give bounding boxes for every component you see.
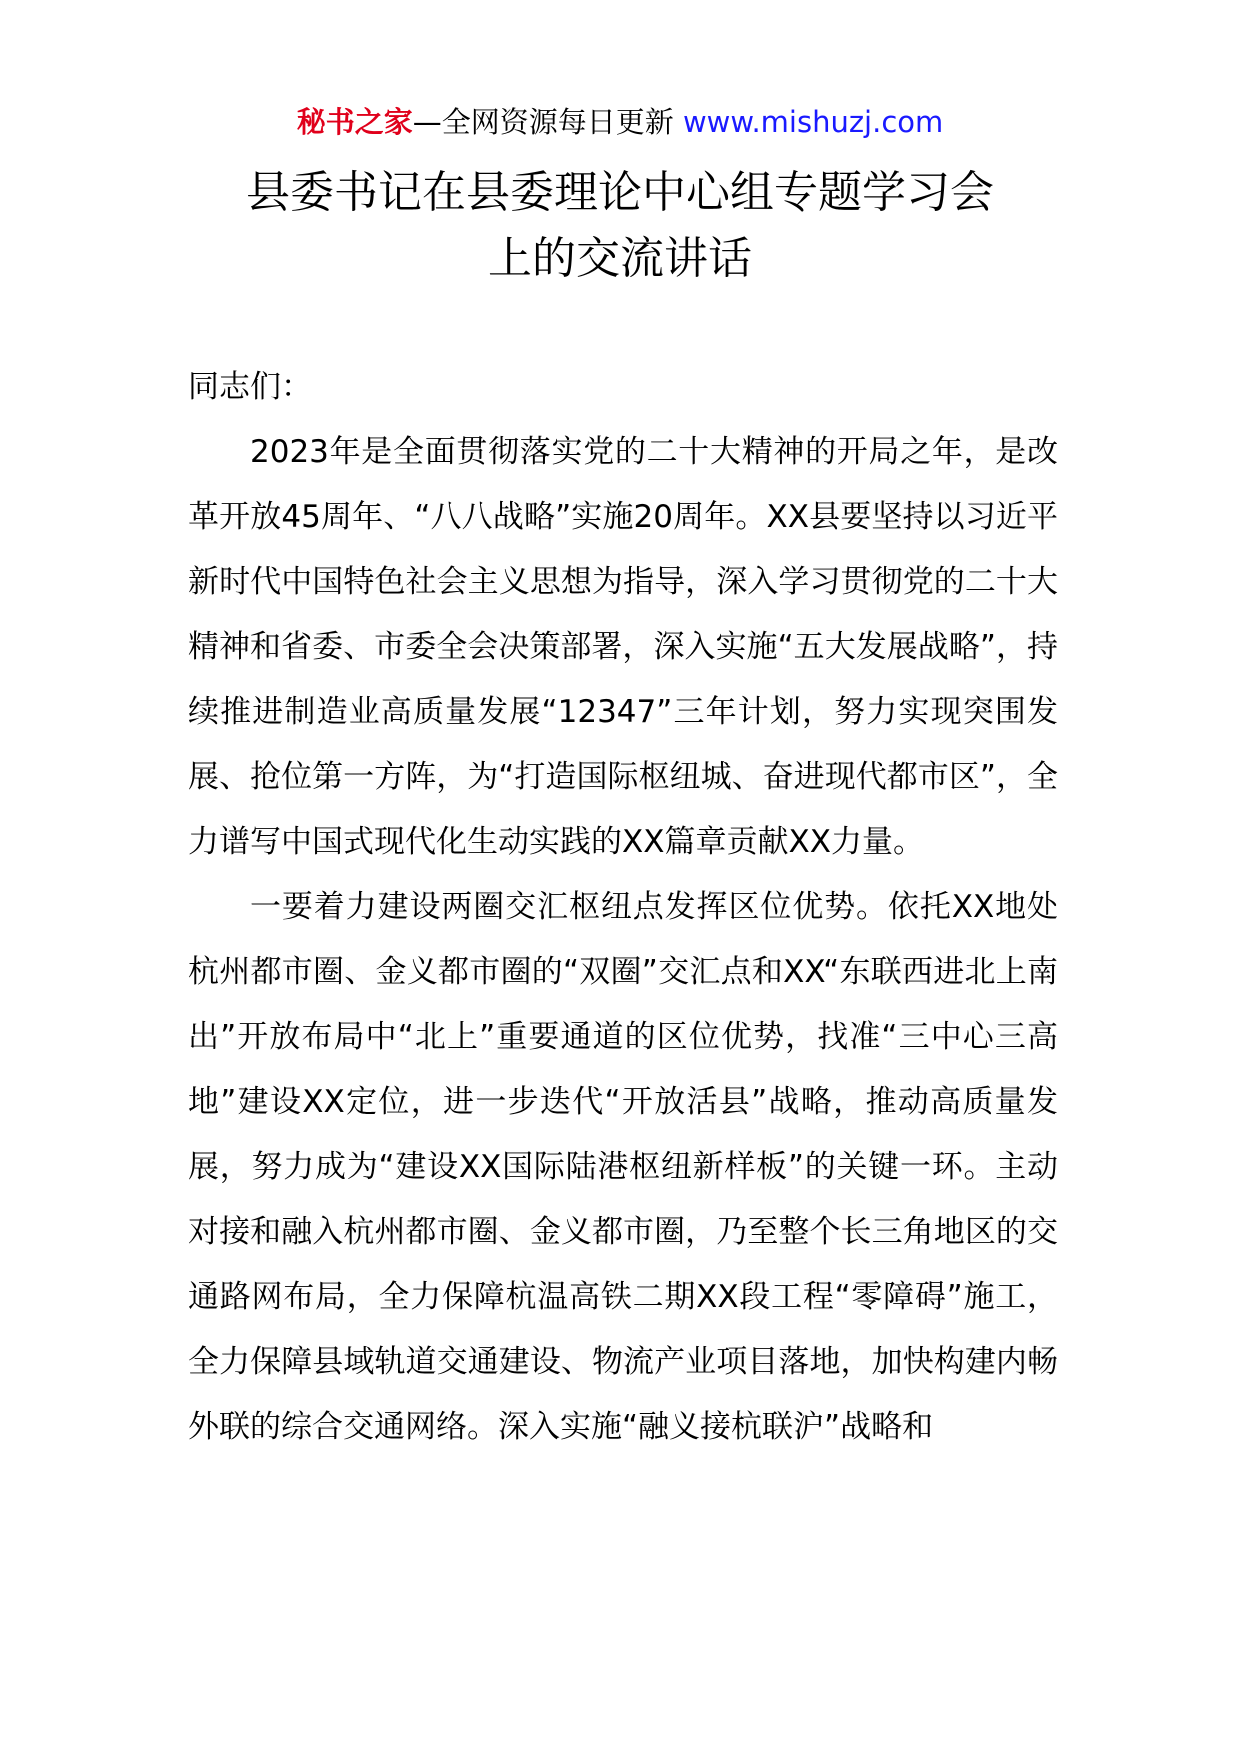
- salutation: 同志们：: [188, 369, 312, 405]
- header-tagline: —全网资源每日更新: [412, 105, 674, 139]
- title-line-2: 上的交流讲话: [488, 233, 752, 284]
- site-url-link[interactable]: www.mishuzj.com: [682, 105, 944, 139]
- brand-name: 秘书之家: [296, 105, 413, 139]
- paragraph-point-one: 一要着力建设两圈交汇枢纽点发挥区位优势。依托XX地处杭州都市圈、金义都市圈的“双圈”交汇点和XX“东联西进北上南出”开放布局中“北上”重要通道的区位优势，找准“三中心三高地”建设XX定位，进一步迭代“开放活县”战略，推动高质量发展，努力成为“建设XX国际陆港枢纽新样板”的关键一环。主动对接和融入杭州都市圈、金义都市圈，乃至整个长三角地区的交通路网布局，全力保障杭温高铁二期XX段工程“零障碍”施工，全力保障县域轨道交通建设、物流产业项目落地，加快构建内畅外联的综合交通网络。深入实施“融义接杭联沪”战略和: [188, 889, 1058, 1445]
- paragraph-intro: 2023年是全面贯彻落实党的二十大精神的开局之年，是改革开放45周年、“八八战略”实施20周年。XX县要坚持以习近平新时代中国特色社会主义思想为指导，深入学习贯彻党的二十大精神和省委、市委全会决策部署，深入实施“五大发展战略”，持续推进制造业高质量发展“12347”三年计划，努力实现突围发展、抢位第一方阵，为“打造国际枢纽城、奋进现代都市区”，全力谱写中国式现代化生动实践的XX篇章贡献XX力量。: [188, 434, 1058, 860]
- title-line-1: 县委书记在县委理论中心组专题学习会: [246, 167, 994, 218]
- document-body: [188, 355, 1058, 1460]
- document-title: [0, 160, 1240, 292]
- site-header: [0, 100, 1240, 144]
